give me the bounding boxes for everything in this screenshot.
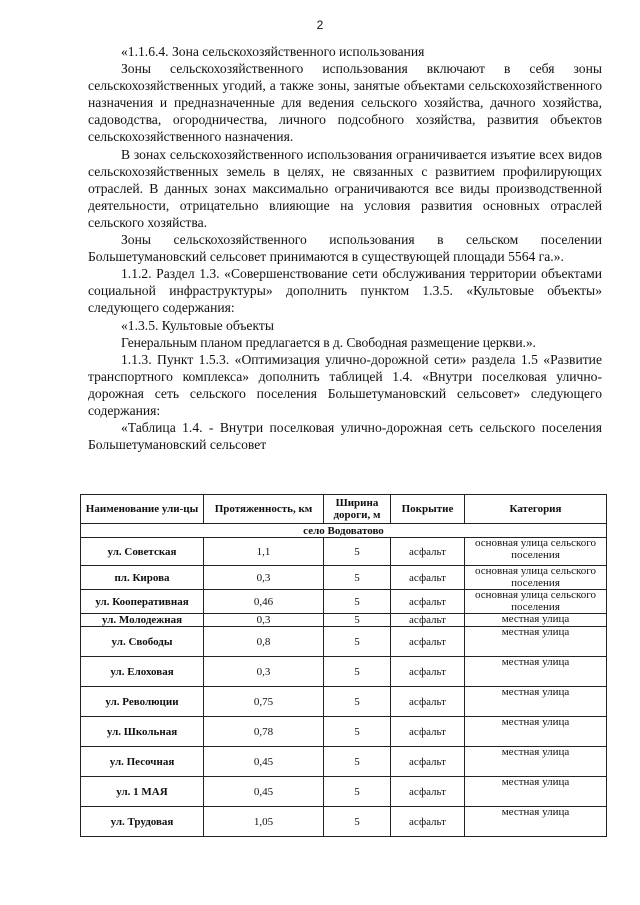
cell-surface: асфальт — [391, 777, 465, 807]
cell-name: ул. 1 МАЯ — [81, 777, 204, 807]
header-category: Категория — [465, 495, 607, 524]
paragraph: «1.1.6.4. Зона сельскохозяйственного использования — [121, 44, 425, 59]
paragraph: 1.1.2. Раздел 1.3. «Совершенствование сети обслуживания территории объектами социальной инфраструктуры» дополнить пунктом 1.3.5. «Культовые объекты» следующего содержания: — [88, 266, 602, 316]
header-width: Ширина дороги, м — [324, 495, 391, 524]
cell-length: 0,46 — [204, 590, 324, 614]
cell-name: ул. Песочная — [81, 747, 204, 777]
table-header-row — [81, 495, 607, 524]
table-row — [81, 590, 607, 614]
paragraph: Зоны сельскохозяйственного использования в сельском поселении Большетумановский сельсовет принимаются в существующей площади 5564 га.». — [88, 232, 602, 265]
cell-length: 0,8 — [204, 627, 324, 657]
cell-name: ул. Революции — [81, 687, 204, 717]
cell-name: ул. Школьная — [81, 717, 204, 747]
cell-width: 5 — [324, 590, 391, 614]
header-name: Наименование ули-цы — [81, 495, 204, 524]
table-row — [81, 657, 607, 687]
cell-surface: асфальт — [391, 614, 465, 627]
cell-category: местная улица — [465, 747, 607, 777]
cell-width: 5 — [324, 566, 391, 590]
cell-surface: асфальт — [391, 807, 465, 837]
table-row — [81, 717, 607, 747]
cell-width: 5 — [324, 657, 391, 687]
paragraph: 1.1.3. Пункт 1.5.3. «Оптимизация улично-дорожной сети» раздела 1.5 «Развитие транспортного комплекса» дополнить таблицей 1.4. «Внутри поселковая улично-дорожная сеть сельского поселения Большетумановский сельсовет» следующего содержания: — [88, 351, 602, 418]
table-group-row — [81, 524, 607, 538]
cell-category: основная улица сельского поселения — [465, 590, 607, 614]
cell-name: ул. Елоховая — [81, 657, 204, 687]
cell-category: местная улица — [465, 614, 607, 627]
cell-width: 5 — [324, 627, 391, 657]
table-row — [81, 807, 607, 837]
cell-length: 0,45 — [204, 777, 324, 807]
table-row — [81, 747, 607, 777]
cell-name: пл. Кирова — [81, 566, 204, 590]
cell-name: ул. Трудовая — [81, 807, 204, 837]
cell-width: 5 — [324, 687, 391, 717]
page-number: 2 — [316, 18, 324, 32]
paragraph: В зонах сельскохозяйственного использования ограничивается изъятие всех видов сельскохозяйственных земель в целях, не связанных с развитием профилирующих отраслей. В данных зонах максимально ограничиваются все виды производственной деятельности, отрицательно влияющие на условия развития основных отраслей сельского хозяйства. — [88, 146, 602, 230]
cell-name: ул. Молодежная — [81, 614, 204, 627]
roads-table — [80, 494, 607, 837]
cell-width: 5 — [324, 747, 391, 777]
cell-category: основная улица сельского поселения — [465, 566, 607, 590]
cell-category: местная улица — [465, 807, 607, 837]
header-length: Протяженность, км — [204, 495, 324, 524]
table-row — [81, 627, 607, 657]
table-row — [81, 614, 607, 627]
cell-surface: асфальт — [391, 538, 465, 566]
cell-width: 5 — [324, 717, 391, 747]
cell-length: 0,75 — [204, 687, 324, 717]
cell-surface: асфальт — [391, 590, 465, 614]
cell-name: ул. Свободы — [81, 627, 204, 657]
cell-width: 5 — [324, 777, 391, 807]
cell-surface: асфальт — [391, 717, 465, 747]
cell-length: 1,1 — [204, 538, 324, 566]
cell-category: местная улица — [465, 717, 607, 747]
cell-category: местная улица — [465, 687, 607, 717]
cell-category: местная улица — [465, 627, 607, 657]
cell-name: ул. Советская — [81, 538, 204, 566]
cell-length: 0,3 — [204, 614, 324, 627]
cell-length: 0,3 — [204, 566, 324, 590]
table-row — [81, 566, 607, 590]
cell-surface: асфальт — [391, 747, 465, 777]
cell-category: местная улица — [465, 777, 607, 807]
cell-length: 0,45 — [204, 747, 324, 777]
cell-category: основная улица сельского поселения — [465, 538, 607, 566]
table-row — [81, 538, 607, 566]
cell-name: ул. Кооперативная — [81, 590, 204, 614]
table-row — [81, 687, 607, 717]
paragraph: Генеральным планом предлагается в д. Свободная размещение церкви.». — [121, 334, 536, 350]
cell-surface: асфальт — [391, 687, 465, 717]
cell-length: 0,3 — [204, 657, 324, 687]
paragraph: «Таблица 1.4. - Внутри поселковая улично-дорожная сеть сельского поселения Большетумановский сельсовет — [88, 420, 602, 453]
cell-width: 5 — [324, 538, 391, 566]
paragraph: Зоны сельскохозяйственного использования включают в себя зоны сельскохозяйственных угодий, а также зоны, занятые объектами сельскохозяйственного назначения и предназначенные для ведения сельского хозяйства, дачного хозяйства, садоводства, огородничества, личного подсобного хозяйства, развития объектов сельскохозяйственного назначения. — [88, 61, 602, 145]
cell-length: 0,78 — [204, 717, 324, 747]
cell-width: 5 — [324, 614, 391, 627]
cell-surface: асфальт — [391, 566, 465, 590]
cell-length: 1,05 — [204, 807, 324, 837]
group-label: село Водоватово — [81, 524, 607, 538]
cell-surface: асфальт — [391, 657, 465, 687]
document-body — [88, 43, 602, 453]
paragraph: «1.3.5. Культовые объекты — [121, 317, 274, 333]
header-surface: Покрытие — [391, 495, 465, 524]
table-row — [81, 777, 607, 807]
cell-width: 5 — [324, 807, 391, 837]
cell-category: местная улица — [465, 657, 607, 687]
cell-surface: асфальт — [391, 627, 465, 657]
